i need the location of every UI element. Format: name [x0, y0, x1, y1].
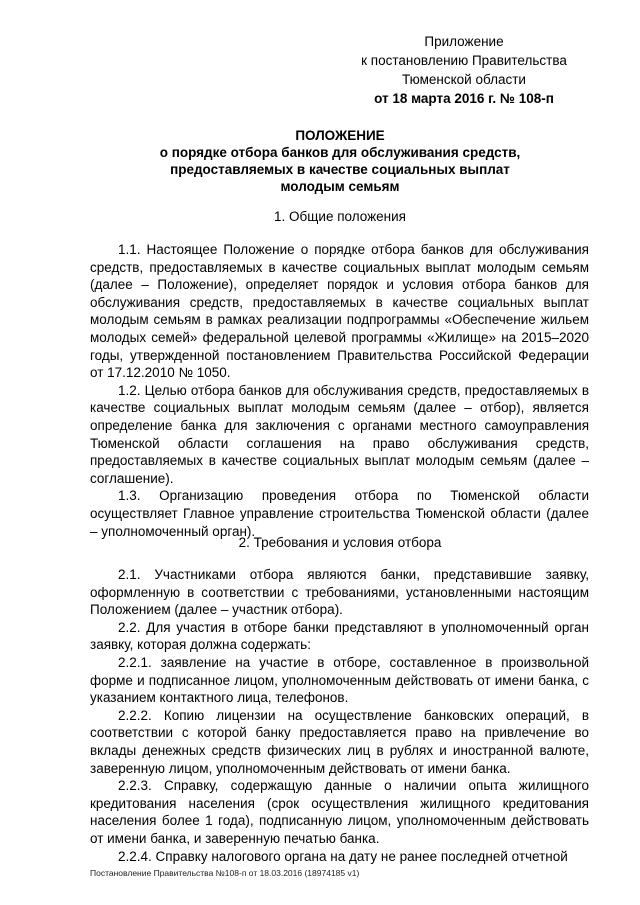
document-title — [90, 127, 590, 195]
title-line-3: молодым семьям — [280, 179, 400, 194]
title-heading: ПОЛОЖЕНИЕ — [295, 128, 385, 143]
paragraph-2-2-4: 2.2.4. Справку налогового органа на дату не ранее последней отчетной — [118, 848, 568, 864]
title-line-2: предоставляемых в качестве социальных выплат — [170, 162, 510, 177]
paragraph-2-2-1: 2.2.1. заявление на участие в отборе, составленное в произвольной форме и подписанное лицом, уполномоченным действовать от имени банка, с указанием контактного лица, телефонов. — [90, 654, 589, 706]
appendix-label: Приложение — [424, 34, 504, 49]
appendix-date-line: от 18 марта 2016 г. № 108-п — [374, 91, 554, 106]
paragraph-2-2-2: 2.2.2. Копию лицензии на осуществление банковских операций, в соответствии с которой банку предоставляется право на привлечение во вклады денежных средств физических лиц в рублях и иностранной валюте, заверенную лицом, уполномоченным действовать от имени банка. — [90, 707, 589, 776]
paragraph-2-2: 2.2. Для участия в отборе банки представляют в уполномоченный орган заявку, которая должна содержать: — [90, 619, 589, 653]
appendix-region-line: Тюменской области — [402, 72, 526, 87]
appendix-header — [348, 32, 580, 108]
title-line-1: о порядке отбора банков для обслуживания средств, — [159, 145, 521, 160]
page-footer: Постановление Правительства №108-п от 18.03.2016 (18974185 v1) — [90, 868, 360, 878]
paragraph-1-2: 1.2. Целью отбора банков для обслуживания средств, предоставляемых в качестве социальных выплат молодым семьям (далее – отбор), является определение банка для заключения с органами местного самоуправления Тюменской области соглашения на право обслуживания средств, предоставляемых в качестве социальных выплат молодым семьям (далее – соглашение). — [90, 382, 589, 486]
section-1-body — [90, 241, 589, 540]
paragraph-1-1: 1.1. Настоящее Положение о порядке отбора банков для обслуживания средств, предоставляемых в качестве социальных выплат молодым семьям (далее – Положение), определяет порядок и условия отбора банков для обслуживания средств, предоставляемых в качестве социальных выплат молодым семьям в рамках реализации подпрограммы «Обеспечение жильем молодых семей» федеральной целевой программы «Жилище» на 2015–2020 годы, утвержденной постановлением Правительства Российской Федерации от 17.12.2010 № 1050. — [90, 242, 589, 381]
section-2-heading: 2. Требования и условия отбора — [238, 535, 442, 550]
section-2-body — [90, 566, 589, 865]
paragraph-2-1: 2.1. Участниками отбора являются банки, представившие заявку, оформленную в соответствии с требованиями, установленными настоящим Положением (далее – участник отбора). — [90, 567, 589, 618]
paragraph-2-2-3: 2.2.3. Справку, содержащую данные о наличии опыта жилищного кредитования населения (срок осуществления жилищного кредитования населения более 1 года), подписанную лицом, уполномоченным действовать от имени банка, и заверенную печатью банка. — [90, 778, 589, 846]
section-1-heading: 1. Общие положения — [274, 209, 406, 224]
appendix-decree-line: к постановлению Правительства — [361, 53, 567, 68]
paragraph-1-3: 1.3. Организацию проведения отбора по Тюменской области осуществляет Главное управление строительства Тюменской области (далее – уполномоченный орган). — [90, 488, 589, 539]
